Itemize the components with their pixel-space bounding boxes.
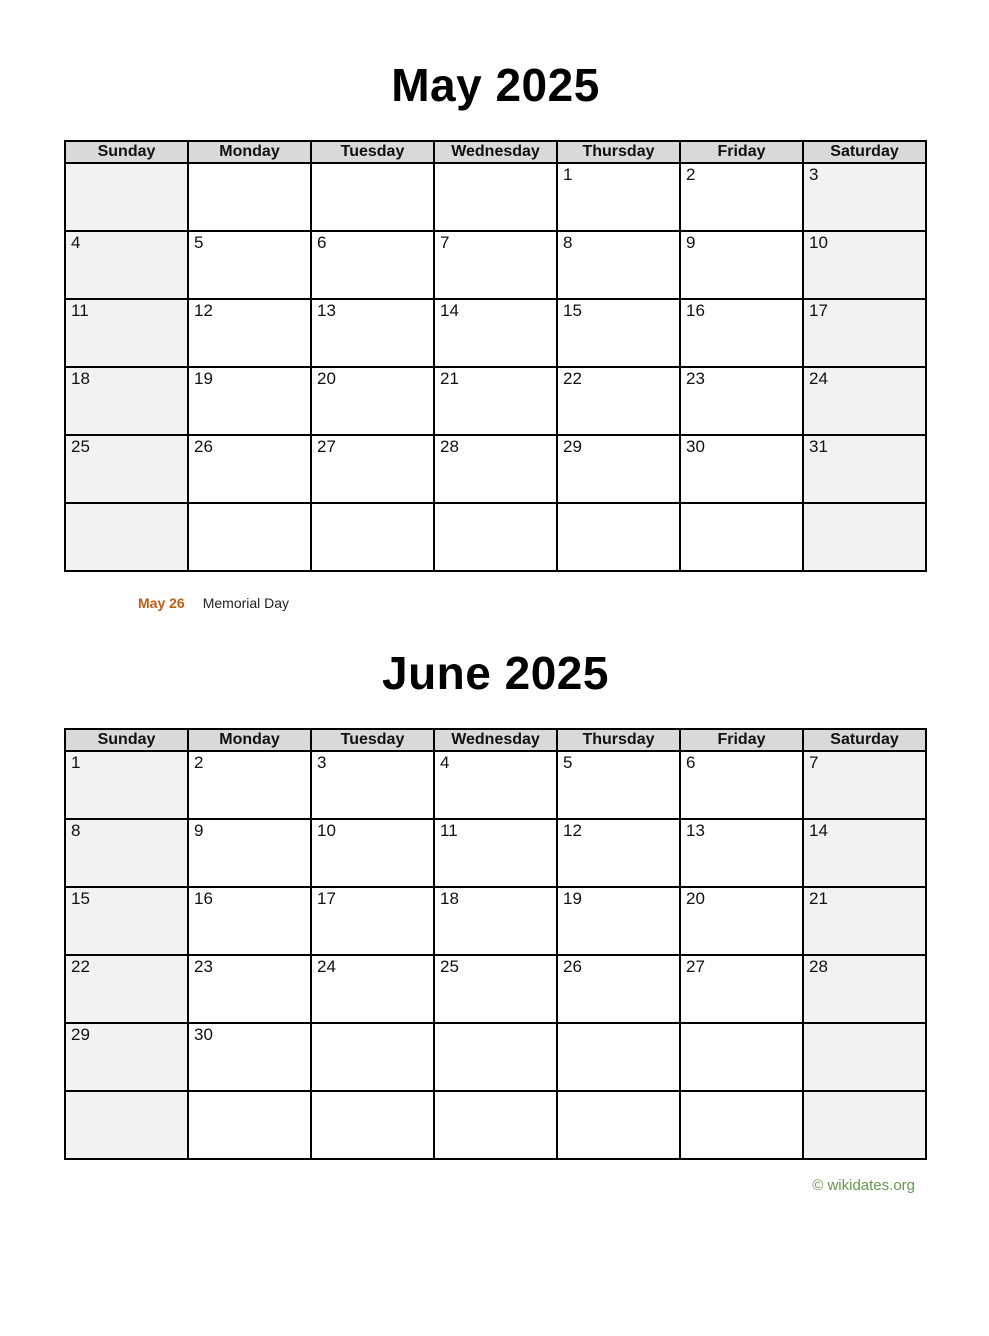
- day-cell: [434, 163, 557, 231]
- day-cell: [680, 299, 803, 367]
- day-cell: [557, 503, 680, 571]
- day-cell: [311, 231, 434, 299]
- day-cell: [65, 299, 188, 367]
- day-number: 26: [563, 957, 582, 976]
- day-number: 16: [686, 301, 705, 320]
- day-cell: [434, 819, 557, 887]
- day-cell: [557, 1091, 680, 1159]
- day-cell: [680, 751, 803, 819]
- day-number: 7: [809, 753, 819, 772]
- day-number: 19: [194, 369, 213, 388]
- day-number: 18: [440, 889, 459, 908]
- day-cell: [311, 1023, 434, 1091]
- day-cell: [803, 955, 926, 1023]
- day-cell: [188, 163, 311, 231]
- day-number: 8: [71, 821, 81, 840]
- day-number: 23: [686, 369, 705, 388]
- day-number: 4: [71, 233, 81, 252]
- day-cell: [803, 163, 926, 231]
- day-number: 10: [809, 233, 828, 252]
- day-cell: [557, 819, 680, 887]
- calendar-table: [64, 728, 927, 1160]
- week-row: [65, 299, 926, 367]
- day-number: 1: [71, 753, 81, 772]
- day-cell: [434, 367, 557, 435]
- day-cell: [65, 751, 188, 819]
- day-cell: [434, 231, 557, 299]
- weekday-header: Wednesday: [434, 141, 557, 163]
- day-number: 4: [440, 753, 450, 772]
- day-number: 3: [317, 753, 327, 772]
- day-number: 5: [194, 233, 204, 252]
- day-number: 25: [440, 957, 459, 976]
- month-title: May 2025: [391, 59, 600, 111]
- day-cell: [188, 435, 311, 503]
- day-cell: [188, 503, 311, 571]
- day-number: 6: [686, 753, 696, 772]
- day-number: 13: [686, 821, 705, 840]
- day-number: 22: [71, 957, 90, 976]
- calendar-table: [64, 140, 927, 572]
- day-cell: [311, 299, 434, 367]
- day-cell: [557, 367, 680, 435]
- day-number: 25: [71, 437, 90, 456]
- day-number: 9: [686, 233, 696, 252]
- day-cell: [311, 1091, 434, 1159]
- day-cell: [680, 231, 803, 299]
- day-cell: [65, 819, 188, 887]
- day-cell: [65, 367, 188, 435]
- day-cell: [557, 435, 680, 503]
- day-cell: [557, 751, 680, 819]
- day-number: 2: [686, 165, 696, 184]
- day-number: 17: [809, 301, 828, 320]
- day-cell: [311, 367, 434, 435]
- day-cell: [188, 231, 311, 299]
- day-cell: [434, 503, 557, 571]
- day-number: 14: [809, 821, 828, 840]
- day-number: 12: [563, 821, 582, 840]
- calendar-body: [65, 751, 926, 1159]
- weekday-header: Monday: [188, 141, 311, 163]
- holiday-note-label: Memorial Day: [202, 595, 290, 611]
- weekday-header-row: [65, 729, 926, 751]
- day-cell: [434, 435, 557, 503]
- day-number: 8: [563, 233, 573, 252]
- month-title: June 2025: [382, 647, 609, 699]
- day-cell: [434, 887, 557, 955]
- day-cell: [188, 367, 311, 435]
- day-number: 15: [71, 889, 90, 908]
- day-cell: [680, 1023, 803, 1091]
- day-number: 21: [440, 369, 459, 388]
- month-section: [64, 644, 927, 1160]
- day-cell: [680, 955, 803, 1023]
- day-number: 29: [563, 437, 582, 456]
- day-cell: [557, 1023, 680, 1091]
- day-cell: [188, 751, 311, 819]
- month-section: [64, 56, 927, 612]
- day-cell: [188, 887, 311, 955]
- day-cell: [434, 955, 557, 1023]
- day-cell: [65, 503, 188, 571]
- day-cell: [557, 955, 680, 1023]
- day-number: 2: [194, 753, 204, 772]
- holiday-note: [138, 594, 927, 612]
- day-number: 10: [317, 821, 336, 840]
- day-number: 15: [563, 301, 582, 320]
- day-number: 30: [194, 1025, 213, 1044]
- footer: [64, 1176, 927, 1196]
- week-row: [65, 503, 926, 571]
- day-number: 31: [809, 437, 828, 456]
- day-number: 1: [563, 165, 573, 184]
- day-cell: [65, 887, 188, 955]
- day-cell: [311, 503, 434, 571]
- week-row: [65, 1023, 926, 1091]
- week-row: [65, 163, 926, 231]
- day-cell: [680, 887, 803, 955]
- day-number: 24: [317, 957, 336, 976]
- day-number: 21: [809, 889, 828, 908]
- week-row: [65, 367, 926, 435]
- day-number: 5: [563, 753, 573, 772]
- holiday-note-date: May 26: [138, 595, 185, 611]
- weekday-header: Saturday: [803, 729, 926, 751]
- weekday-header: Thursday: [557, 729, 680, 751]
- day-cell: [188, 1023, 311, 1091]
- week-row: [65, 819, 926, 887]
- weekday-header: Monday: [188, 729, 311, 751]
- weekday-header: Sunday: [65, 141, 188, 163]
- day-number: 17: [317, 889, 336, 908]
- week-row: [65, 231, 926, 299]
- day-number: 20: [317, 369, 336, 388]
- day-cell: [188, 819, 311, 887]
- day-cell: [188, 299, 311, 367]
- day-number: 24: [809, 369, 828, 388]
- weekday-header: Thursday: [557, 141, 680, 163]
- day-number: 19: [563, 889, 582, 908]
- day-cell: [434, 299, 557, 367]
- weekday-header: Tuesday: [311, 141, 434, 163]
- day-number: 3: [809, 165, 819, 184]
- week-row: [65, 435, 926, 503]
- day-cell: [65, 955, 188, 1023]
- day-number: 28: [809, 957, 828, 976]
- day-cell: [680, 819, 803, 887]
- calendar-list: [64, 56, 927, 1160]
- day-cell: [803, 503, 926, 571]
- day-cell: [311, 435, 434, 503]
- day-cell: [803, 367, 926, 435]
- day-number: 14: [440, 301, 459, 320]
- day-cell: [803, 1091, 926, 1159]
- day-cell: [803, 751, 926, 819]
- day-number: 30: [686, 437, 705, 456]
- calendar-body: [65, 163, 926, 571]
- day-cell: [680, 1091, 803, 1159]
- day-number: 16: [194, 889, 213, 908]
- day-cell: [188, 955, 311, 1023]
- day-number: 29: [71, 1025, 90, 1044]
- weekday-header: Friday: [680, 729, 803, 751]
- day-number: 12: [194, 301, 213, 320]
- day-cell: [557, 299, 680, 367]
- day-number: 13: [317, 301, 336, 320]
- day-cell: [65, 1023, 188, 1091]
- day-cell: [434, 1091, 557, 1159]
- day-cell: [311, 887, 434, 955]
- wikidates-credit-link[interactable]: © wikidates.org: [812, 1177, 915, 1194]
- day-number: 11: [440, 821, 458, 840]
- week-row: [65, 751, 926, 819]
- day-cell: [803, 819, 926, 887]
- weekday-header: Tuesday: [311, 729, 434, 751]
- day-cell: [680, 367, 803, 435]
- day-number: 27: [317, 437, 336, 456]
- day-number: 28: [440, 437, 459, 456]
- day-cell: [311, 819, 434, 887]
- day-number: 22: [563, 369, 582, 388]
- weekday-header: Saturday: [803, 141, 926, 163]
- day-cell: [557, 163, 680, 231]
- day-cell: [557, 231, 680, 299]
- day-number: 20: [686, 889, 705, 908]
- day-cell: [680, 503, 803, 571]
- calendar-page: [0, 56, 989, 1196]
- week-row: [65, 955, 926, 1023]
- day-cell: [311, 955, 434, 1023]
- day-number: 27: [686, 957, 705, 976]
- weekday-header: Wednesday: [434, 729, 557, 751]
- weekday-header: Sunday: [65, 729, 188, 751]
- day-cell: [680, 163, 803, 231]
- day-cell: [188, 1091, 311, 1159]
- day-cell: [311, 751, 434, 819]
- day-cell: [65, 435, 188, 503]
- week-row: [65, 887, 926, 955]
- day-number: 7: [440, 233, 450, 252]
- day-cell: [803, 1023, 926, 1091]
- day-cell: [680, 435, 803, 503]
- day-cell: [803, 299, 926, 367]
- day-cell: [65, 231, 188, 299]
- day-cell: [311, 163, 434, 231]
- day-cell: [65, 1091, 188, 1159]
- day-number: 6: [317, 233, 327, 252]
- day-number: 11: [71, 301, 89, 320]
- day-cell: [557, 887, 680, 955]
- day-number: 18: [71, 369, 90, 388]
- weekday-header-row: [65, 141, 926, 163]
- week-row: [65, 1091, 926, 1159]
- day-cell: [434, 1023, 557, 1091]
- day-cell: [65, 163, 188, 231]
- day-cell: [803, 231, 926, 299]
- day-cell: [434, 751, 557, 819]
- weekday-header: Friday: [680, 141, 803, 163]
- holiday-notes: [138, 594, 927, 612]
- day-number: 9: [194, 821, 204, 840]
- day-cell: [803, 435, 926, 503]
- day-number: 23: [194, 957, 213, 976]
- day-cell: [803, 887, 926, 955]
- day-number: 26: [194, 437, 213, 456]
